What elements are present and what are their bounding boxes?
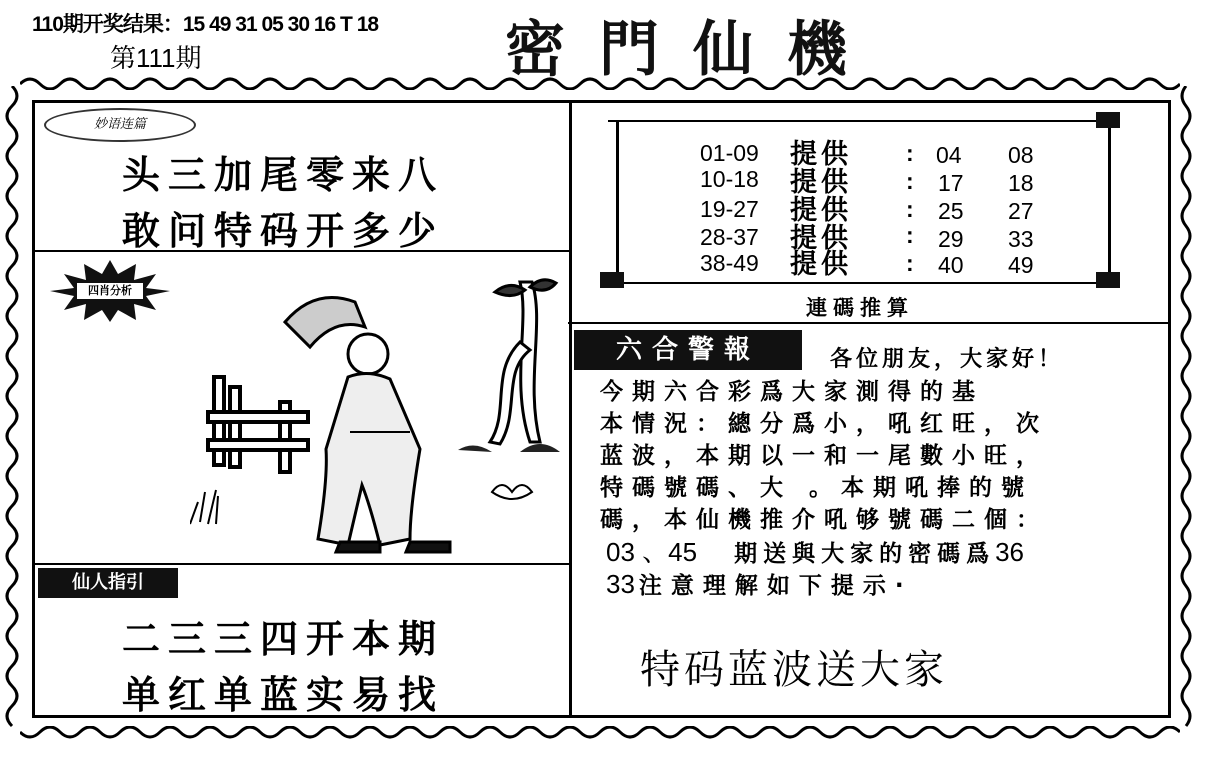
table-row-1-range: 01-09 xyxy=(700,140,759,166)
alert-line-7 xyxy=(606,568,913,602)
table-frame-top xyxy=(608,120,1120,122)
table-row-1-a: 04 xyxy=(936,142,962,168)
table-frame-right xyxy=(1108,122,1111,282)
alert-line-2: 本情況：總分爲小，吼红旺，次 xyxy=(600,411,1048,437)
table-row-2-label: 提供 xyxy=(790,167,852,198)
table-row-2-sep: : xyxy=(906,168,914,194)
table-row-4-range: 28-37 xyxy=(700,224,759,250)
table-row-5-range: 38-49 xyxy=(700,250,759,276)
table-row-4-b: 33 xyxy=(1008,226,1034,252)
alert-line-7-text: 注意理解如下提示· xyxy=(638,573,913,599)
alert-footer: 特码蓝波送大家 xyxy=(640,647,948,693)
guide-label: 仙人指引 xyxy=(38,568,178,598)
table-row-5-label: 提供 xyxy=(790,249,852,280)
badge-label: 四肖分析 xyxy=(88,284,132,297)
corner-box-icon xyxy=(1096,272,1120,288)
table-row-1-b: 08 xyxy=(1008,142,1034,168)
wave-border-bottom xyxy=(20,726,1180,742)
table-row-2-range: 10-18 xyxy=(700,166,759,192)
table-row-5-b: 49 xyxy=(1008,252,1034,278)
table-row-1-sep: : xyxy=(906,140,914,166)
alert-line-6 xyxy=(606,536,1024,570)
wave-border-right xyxy=(1178,86,1196,730)
alert-line-6-text: 期送與大家的密碼爲 xyxy=(734,541,996,567)
wave-border-left xyxy=(4,86,22,730)
alert-line-4: 特碼號碼、大 。本期吼捧的號 xyxy=(600,475,1034,501)
poem-2-line-2: 单红单蓝实易找 xyxy=(122,672,445,717)
table-row-3-a: 25 xyxy=(938,198,964,224)
table-caption: 連碼推算 xyxy=(806,296,914,320)
alert-line-6-number: 03 、45 xyxy=(606,537,698,567)
table-row-1-label: 提供 xyxy=(790,139,852,170)
table-row-3-sep: : xyxy=(906,196,914,222)
corner-box-icon xyxy=(600,272,624,288)
alert-greeting: 各位朋友，大家好！ xyxy=(830,347,1065,372)
table-row-3-label: 提供 xyxy=(790,195,852,226)
wave-border-top xyxy=(20,74,1180,90)
alert-line-5: 碼，本仙機推介吼够號碼二個： xyxy=(600,507,1048,533)
sage-illustration xyxy=(190,262,560,560)
poem-2-line-1: 二三三四开本期 xyxy=(122,616,445,661)
divider-right-1 xyxy=(568,322,1171,324)
table-row-4-label: 提供 xyxy=(790,223,852,254)
table-frame-left xyxy=(616,122,619,282)
alert-line-3: 蓝波，本期以一和一尾數小旺， xyxy=(600,443,1048,469)
divider-left-2 xyxy=(32,563,569,565)
table-row-3-range: 19-27 xyxy=(700,196,759,222)
previous-results: 110期开奖结果：15 49 31 05 30 16 T 18 xyxy=(32,13,379,36)
section-pill-label: 妙语连篇 xyxy=(44,108,196,142)
table-row-3-b: 27 xyxy=(1008,198,1034,224)
alert-line-7-number: 33 xyxy=(606,569,635,599)
table-frame-bottom xyxy=(608,282,1120,284)
starburst-badge xyxy=(46,258,174,324)
table-frame xyxy=(600,112,1128,292)
alert-line-1: 今期六合彩爲大家測得的基 xyxy=(600,379,984,405)
table-row-5-a: 40 xyxy=(938,252,964,278)
corner-box-icon xyxy=(1096,112,1120,128)
table-row-5-sep: : xyxy=(906,250,914,276)
poem-1-line-2: 敢问特码开多少 xyxy=(122,208,445,253)
alert-line-6-end: 36 xyxy=(995,537,1025,567)
page-title: 密門仙機 xyxy=(505,15,881,85)
table-row-2-a: 17 xyxy=(938,170,964,196)
table-row-4-a: 29 xyxy=(938,226,964,252)
table-row-4-sep: : xyxy=(906,222,914,248)
white-patch xyxy=(38,330,188,562)
alert-label: 六合警報 xyxy=(574,330,802,370)
poem-1-line-1: 头三加尾零来八 xyxy=(122,152,445,197)
table-row-2-b: 18 xyxy=(1008,170,1034,196)
issue-number: 第111期 xyxy=(110,43,202,73)
